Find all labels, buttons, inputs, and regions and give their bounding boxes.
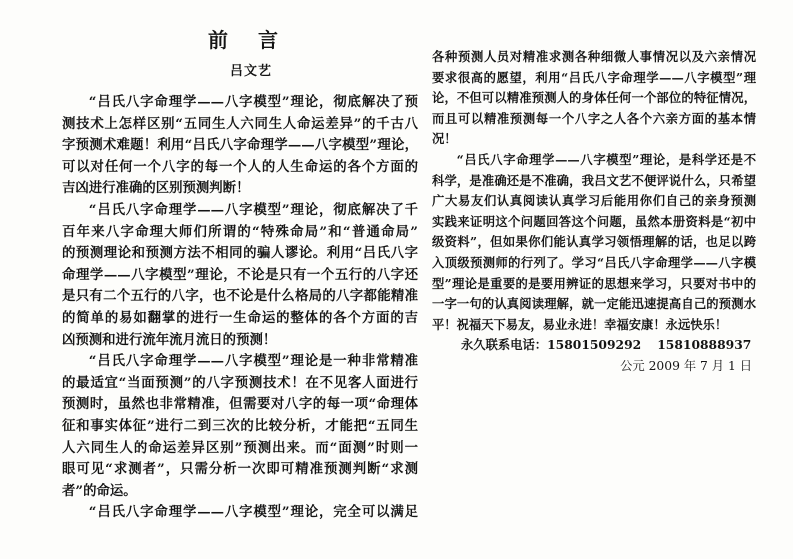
text-line: “吕氏八字命理学——八字模型”理论，完全可以满足 [88,504,418,521]
text-line: 征和事实体征”进行二到三次的比较分析，才能把“五同生 [62,417,418,434]
text-line: 实践来证明这个问题回答这个问题，虽然本册资料是“初中 [432,213,756,229]
preface-paragraph [432,150,756,335]
contact-line [432,335,756,356]
text-line: 而且可以精准预测每一个八字之人各个六亲方面的基本情 [432,110,756,126]
text-line: 是只有二个五行的八字，也不论是什么格局的八字都能精准 [62,288,418,305]
text-line: 各种预测人员对精准求测各种细微人事情况以及六亲情况 [432,49,756,64]
text-line: 命理学——八字模型”理论，不论是只有一个五行的八字还 [62,266,418,283]
text-line: 眼可见“求测者”，只需分析一次即可精准预测判断“求测 [62,461,418,478]
contact-label: 永久联系电话： [461,337,548,353]
text-line: “吕氏八字命理学——八字模型”理论，彻底解决了千 [88,201,418,218]
page-title: 前 言 [208,28,283,52]
text-line: 型”理论是重要的是要用辨证的思想来学习，只要对书中的 [432,275,756,291]
date-line: 公元 2009 年 7 月 1 日 [620,358,752,373]
text-line: 平！祝福天下易友，易业永进！幸福安康！永远快乐！ [432,316,728,332]
text-line: “吕氏八字命理学——八字模型”理论，是科学还是不 [456,151,756,167]
text-line: 科学，是准确还是不准确，我吕文艺不便评说什么，只希望 [432,172,756,188]
text-line: 字预测术难题！利用“吕氏八字命理学——八字模型”理论， [62,137,418,154]
text-line: 凶预测和进行流年流月流日的预测！ [62,331,277,348]
text-line: 论，不但可以精准预测人的身体任何一个部位的特征情况， [432,90,756,106]
left-column [62,92,418,524]
author-name: 吕文艺 [230,64,273,79]
right-column [432,47,756,377]
text-line: 的预测理论和预测方法不相同的骗人谬论。利用“吕氏八字 [62,245,418,262]
text-line: 者”的命运。 [62,482,137,499]
preface-paragraph [432,47,756,150]
text-line: 级资料”，但如果你们能认真学习领悟理解的话，也足以跨 [432,234,756,250]
text-line: 的简单的易如翻掌的进行一生命运的整体的各个方面的吉 [62,309,418,326]
text-line: 一字一句的认真阅读理解，就一定能迅速提高自己的预测水 [432,296,756,312]
phone-number: 15810888937 [657,337,752,353]
phone-number: 15801509292 [547,337,642,353]
text-line: 可以对任何一个八字的每一个人的人生命运的各个方面的 [62,158,418,175]
preface-paragraph [62,92,418,200]
text-line: 入顶级预测师的行列了。学习“吕氏八字命理学——八字模 [432,254,756,270]
text-line: 预测时，虽然也非常精准，但需要对八字的每一项“命理体 [62,396,418,413]
text-line: 要求很高的愿望，利用“吕氏八字命理学——八字模型”理 [432,69,756,85]
preface-paragraph [62,502,418,524]
text-line: 吉凶进行准确的区别预测判断！ [62,180,250,197]
text-line: 百年来八字命理大师们所谓的“特殊命局”和“普通命局” [62,223,418,240]
text-line: 况！ [432,131,457,147]
text-line: “吕氏八字命理学——八字模型”理论，彻底解决了预 [88,94,418,110]
preface-paragraph [62,200,418,351]
text-line: 广大易友们认真阅读认真学习后能用你们自己的亲身预测 [432,193,756,209]
text-line: “吕氏八字命理学——八字模型”理论是一种非常精准 [88,353,418,370]
text-line: 的最适宜“当面预测”的八字预测技术！在不见客人面进行 [62,374,418,391]
text-line: 人六同生人的命运差异区别”预测出来。而“面测”时则一 [62,439,418,456]
text-line: 测技术上怎样区别“五同生人六同生人命运差异”的千古八 [62,115,418,132]
preface-paragraph [62,351,418,502]
